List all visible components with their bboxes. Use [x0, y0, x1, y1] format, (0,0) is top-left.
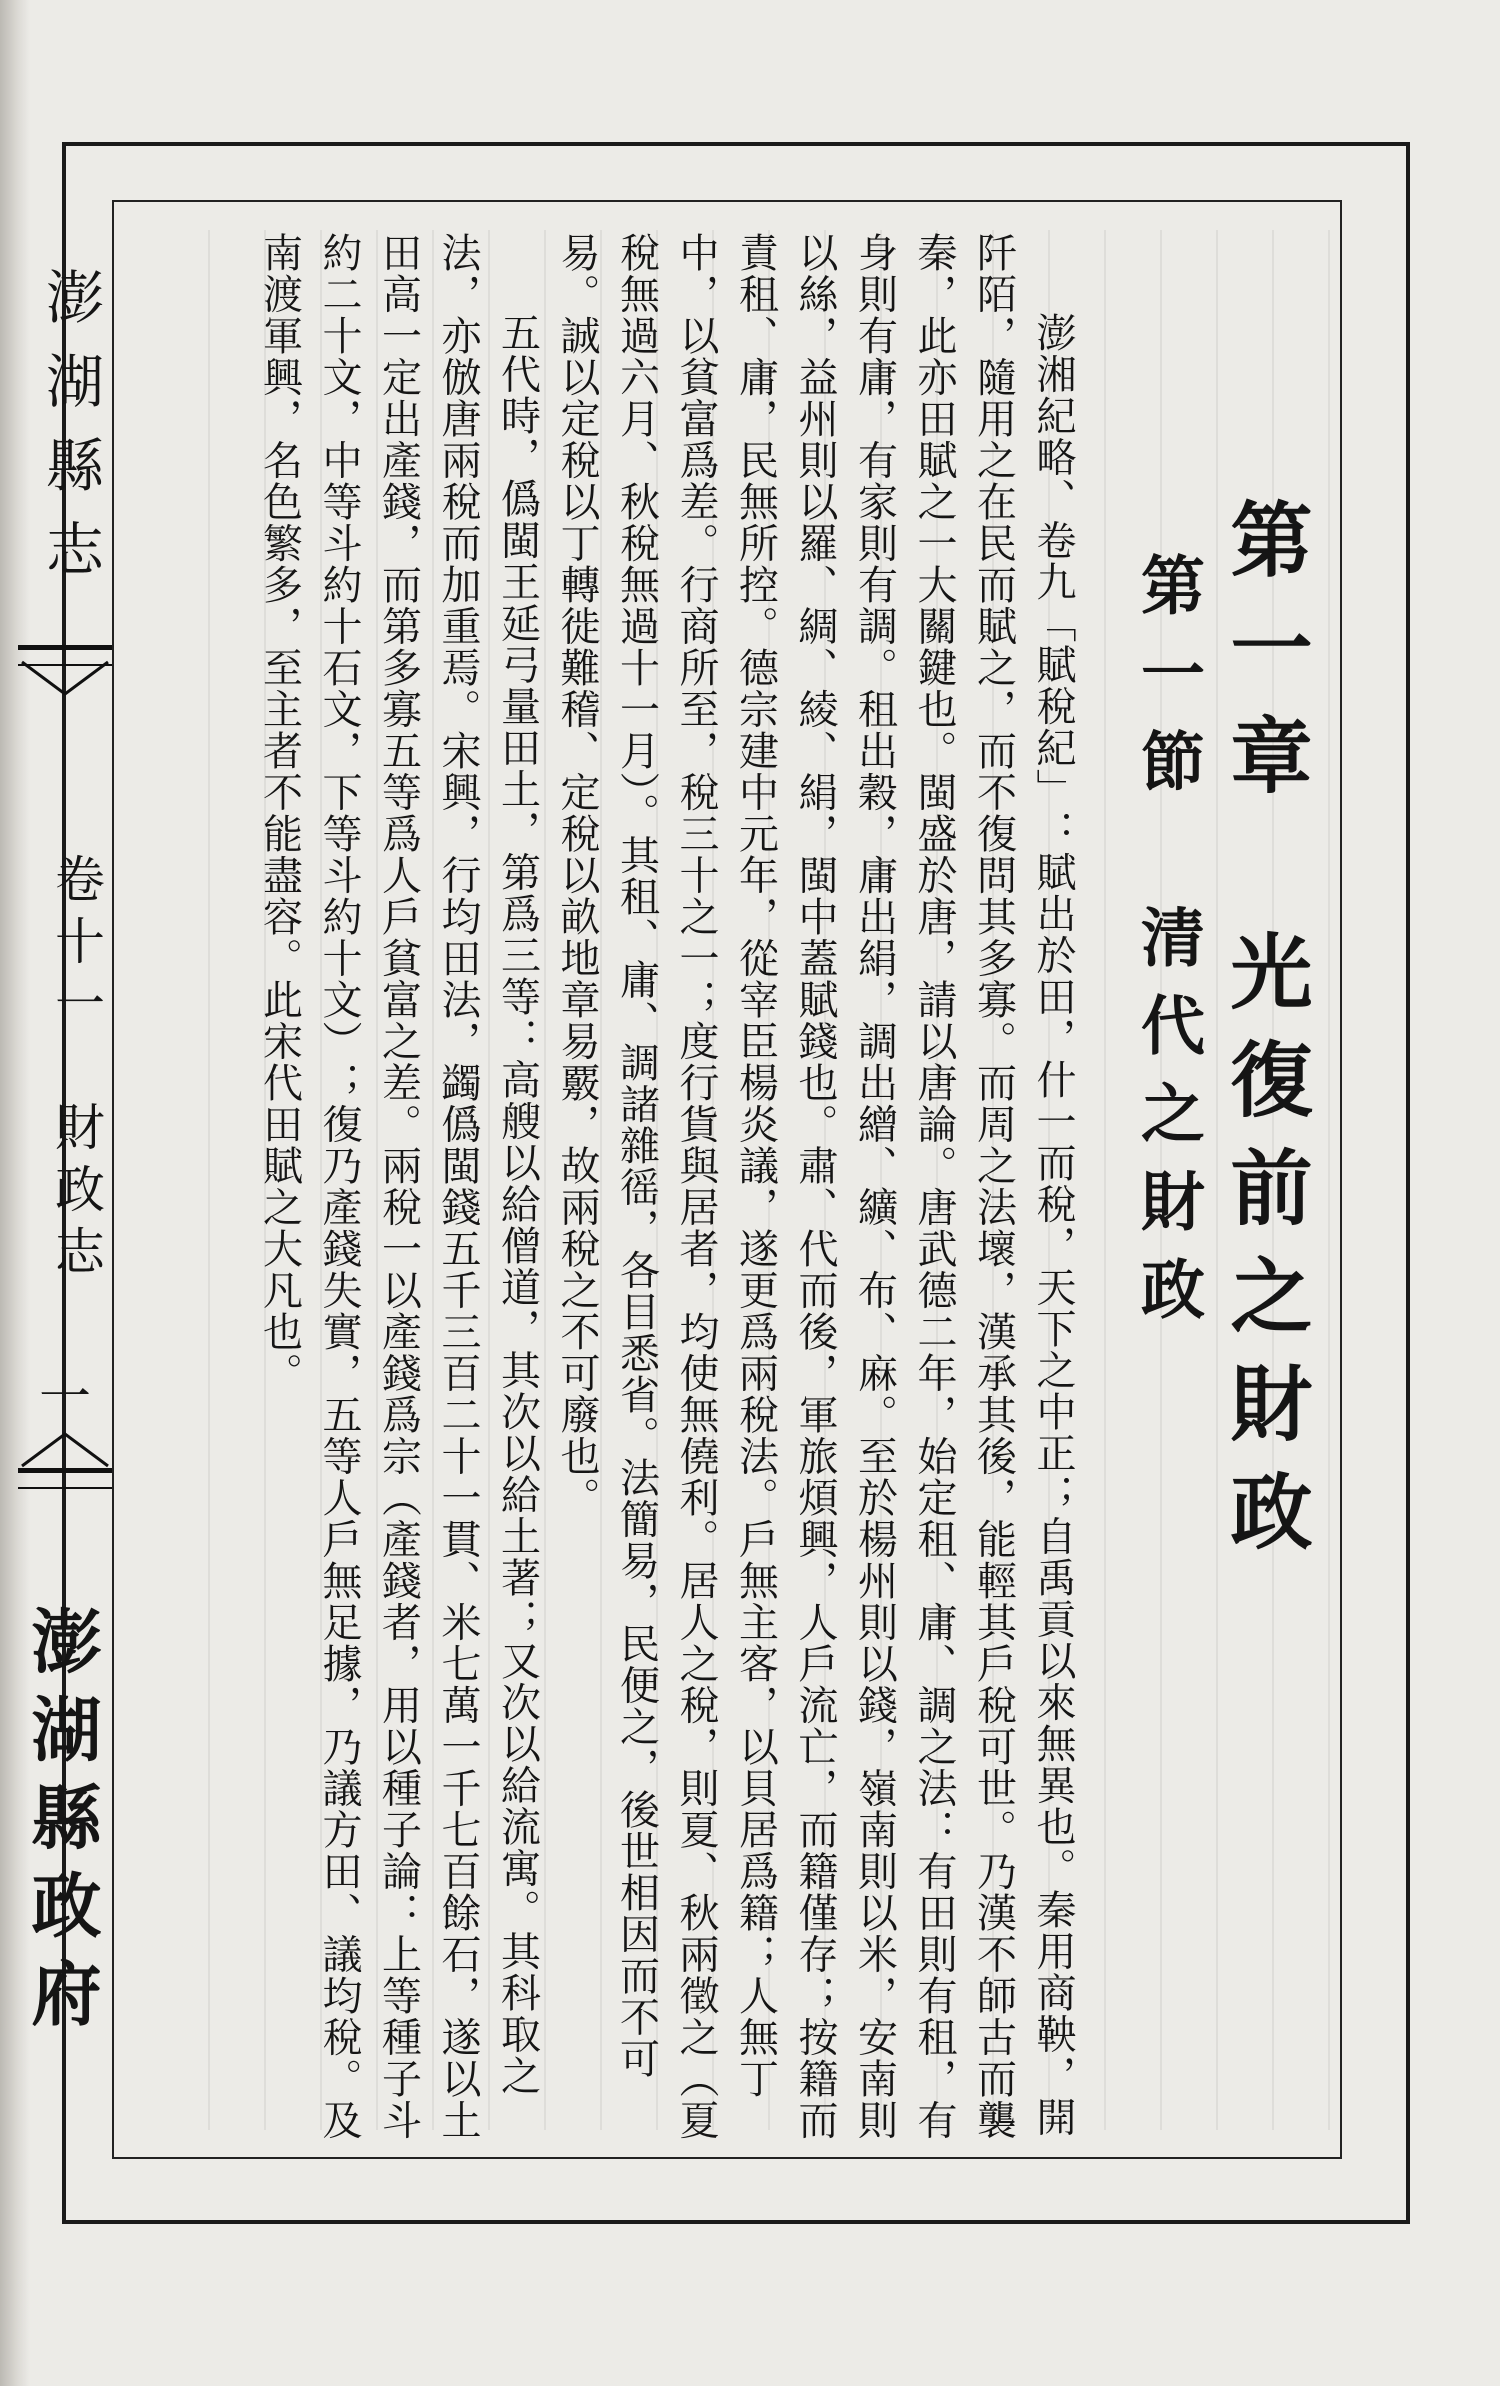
fish-tail-ornament-bottom: [18, 1430, 112, 1468]
publisher-name: 澎湖縣政府: [20, 1605, 103, 2045]
running-chapter-label: 卷十一 財政志: [47, 853, 105, 1287]
fish-tail-ornament-top: [18, 660, 112, 698]
page-folio: 一: [38, 1368, 91, 1428]
vertical-text-block: [140, 232, 1320, 2142]
paragraph: 五代時，僞閩王延弓量田土，第爲三等：高艘以給僧道，其次以給土著；又次以給流寓。其科取之法，亦倣唐兩稅而加重焉。宋興，行均田法，蠲僞閩錢五千三百二十一貫、米七萬一千七百餘石，遂以土田高一定出產錢，而第多寡五等爲人戶貧富之差。兩稅一以產錢爲宗（產錢者，用以種子論：上等種子斗約二十文，中等斗約十石文，下等斗約十文）；復乃產錢失實，五等人戶無足據，乃議方田、議均稅。及南渡軍興，名色繁多，至主者不能盡容。此宋代田賦之大凡也。: [256, 232, 541, 2141]
paragraph: 澎湘紀略、卷九「賦稅紀」：賦出於田，什一而稅，天下之中正；自禹貢以來無異也。秦用商鞅，開阡陌，隨用之在民而賦之，而不復問其多寡。而周之法壞，漢承其後，能輕其戶稅可世。乃漢不師古而襲秦，此亦田賦之一大關鍵也。閩盛於唐，請以唐論。唐武德二年，始定租、庸、調之法：有田則有租，有身則有庸，有家則有調。租出穀，庸出絹，調出繒、纊、布、麻。至於楊州則以錢，嶺南則以米，安南則以絲，益州則以羅、綢、綾、絹，閩中蓋賦錢也。肅、代而後，軍旅煩興，人戶流亡，而籍僅存；按籍而責租、庸，民無所控。德宗建中元年，從宰臣楊炎議，遂更爲兩稅法。戶無主客，以貝居爲籍；人無丁中，以貧富爲差。行商所至，稅三十之一；度行貨與居者，均使無僥利。居人之稅，則夏、秋兩徵之（夏稅無過六月、秋稅無過十一月）。其租、庸、調諸雜徭，各目悉省。法簡易，民便之，後世相因而不可易。誠以定稅以丁轉徙難稽、定稅以畝地章易覈，故兩稅之不可廢也。: [554, 232, 1076, 2141]
margin-divider-bottom: [18, 1468, 112, 1489]
margin-column: [18, 200, 112, 2155]
section-title: 第一節 清代之財政: [1130, 552, 1205, 1344]
chapter-title: 第一章 光復前之財政: [1217, 497, 1313, 1577]
running-book-title: 澎湖縣志: [36, 267, 104, 603]
